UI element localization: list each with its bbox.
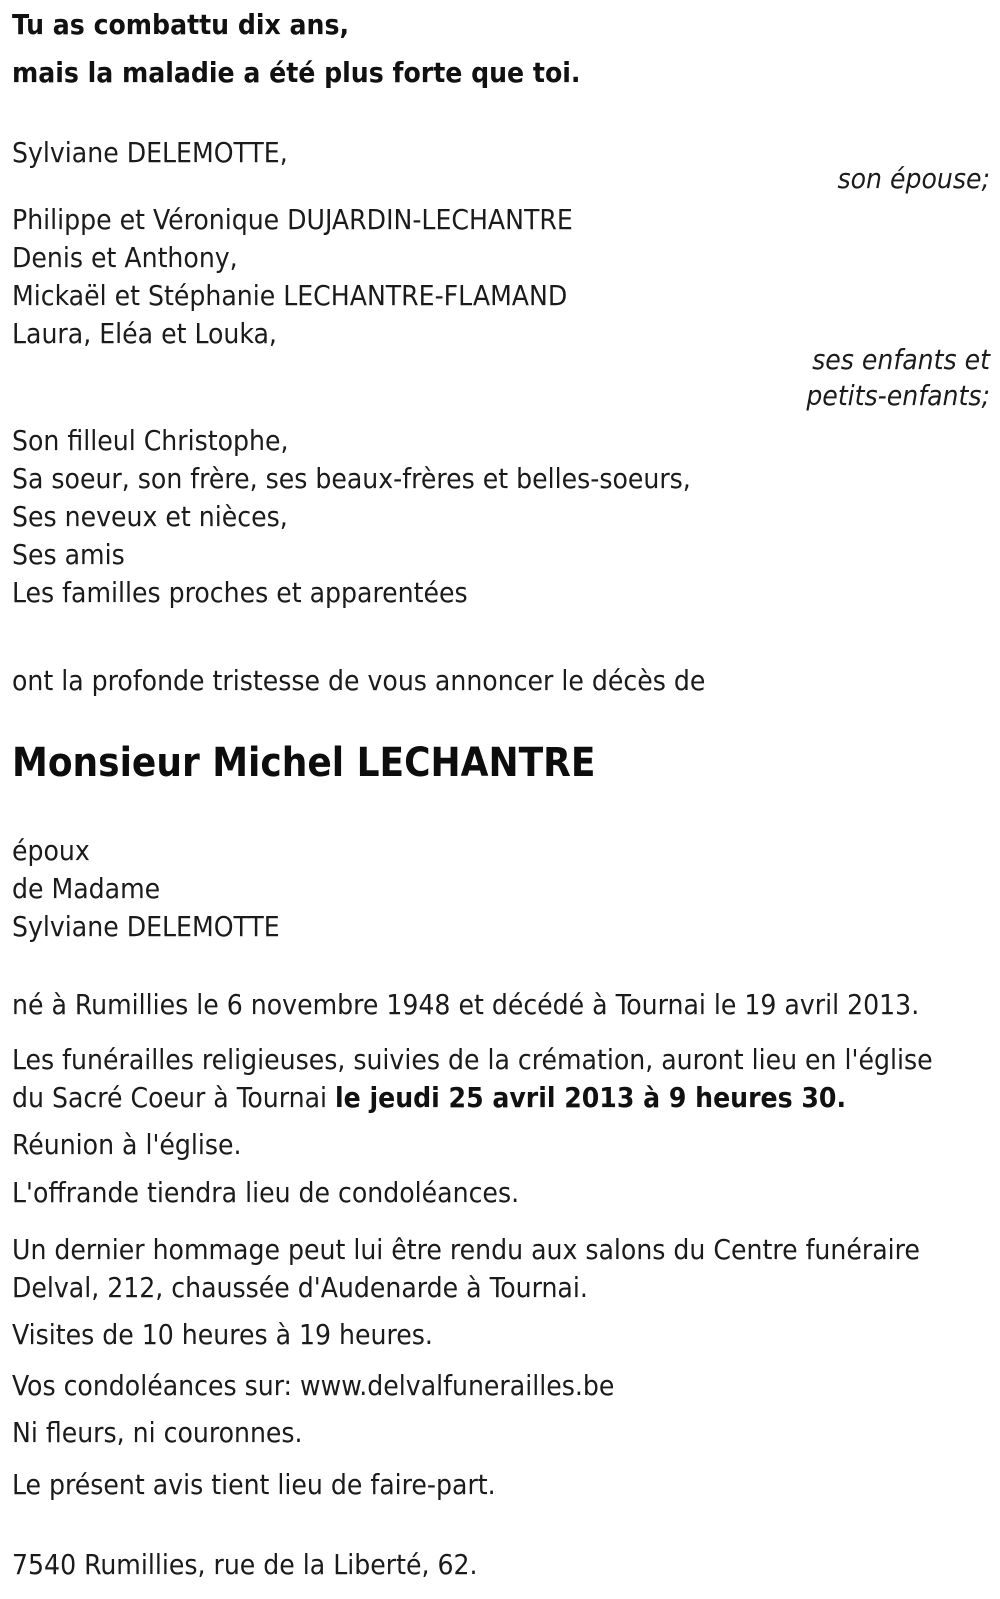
notice-line: Le présent avis tient lieu de faire-part. bbox=[12, 1468, 496, 1501]
tribute-line-2: Delval, 212, chaussée d'Audenarde à Tournai. bbox=[12, 1271, 588, 1304]
spouse-relation-label: son épouse; bbox=[837, 162, 990, 195]
relative-line: Les familles proches et apparentées bbox=[12, 576, 468, 609]
website-url: www.delvalfunerailles.be bbox=[300, 1369, 615, 1402]
children-name-line: Mickaël et Stéphanie LECHANTRE-FLAMAND bbox=[12, 279, 568, 312]
funeral-datetime-text: le jeudi 25 avril 2013 à 9 heures 30. bbox=[335, 1081, 847, 1114]
visits-line: Visites de 10 heures à 19 heures. bbox=[12, 1318, 433, 1351]
relative-line: Ses neveux et nièces, bbox=[12, 500, 288, 533]
funeral-details bbox=[12, 1041, 990, 1117]
spouse-of-line: Sylviane DELEMOTTE bbox=[12, 910, 280, 943]
spouse-of-line: de Madame bbox=[12, 872, 161, 905]
relative-line: Son filleul Christophe, bbox=[12, 424, 289, 457]
tribute-line-1: Un dernier hommage peut lui être rendu aux salons du Centre funéraire bbox=[12, 1233, 920, 1266]
funeral-line-2 bbox=[12, 1079, 990, 1117]
spouse-of-line: époux bbox=[12, 834, 90, 867]
announcement-intro: ont la profonde tristesse de vous annoncer le décès de bbox=[12, 664, 706, 697]
deceased-name-heading: Monsieur Michel LECHANTRE bbox=[12, 740, 596, 786]
address-line: 7540 Rumillies, rue de la Liberté, 62. bbox=[12, 1548, 478, 1581]
children-name-line: Denis et Anthony, bbox=[12, 241, 238, 274]
children-relation-line-2: petits-enfants; bbox=[806, 379, 990, 412]
condolences-prefix: Vos condoléances sur: bbox=[12, 1369, 301, 1402]
tribute-block bbox=[12, 1231, 990, 1307]
funeral-line-1: Les funérailles religieuses, suivies de la crémation, auront lieu en l'église bbox=[12, 1043, 933, 1076]
meeting-line: Réunion à l'église. bbox=[12, 1128, 242, 1161]
children-names-list bbox=[12, 201, 990, 353]
flowers-line: Ni fleurs, ni couronnes. bbox=[12, 1416, 303, 1449]
epigraph-line-1: Tu as combattu dix ans, bbox=[12, 8, 350, 41]
children-relation-line-1: ses enfants et bbox=[812, 343, 990, 376]
spouse-of-block bbox=[12, 832, 990, 946]
children-name-line: Laura, Eléa et Louka, bbox=[12, 317, 277, 350]
relative-line: Ses amis bbox=[12, 538, 125, 571]
relatives-list bbox=[12, 422, 990, 612]
birth-death-line: né à Rumillies le 6 novembre 1948 et décédé à Tournai le 19 avril 2013. bbox=[12, 988, 920, 1021]
relative-line: Sa soeur, son frère, ses beaux-frères et belles-soeurs, bbox=[12, 462, 691, 495]
condolences-line bbox=[12, 1367, 990, 1405]
offering-line: L'offrande tiendra lieu de condoléances. bbox=[12, 1176, 520, 1209]
spouse-announcer-name: Sylviane DELEMOTTE, bbox=[12, 136, 288, 169]
funeral-location-text: du Sacré Coeur à Tournai bbox=[12, 1081, 335, 1114]
children-name-line: Philippe et Véronique DUJARDIN-LECHANTRE bbox=[12, 203, 573, 236]
epigraph-line-2: mais la maladie a été plus forte que toi. bbox=[12, 56, 581, 89]
